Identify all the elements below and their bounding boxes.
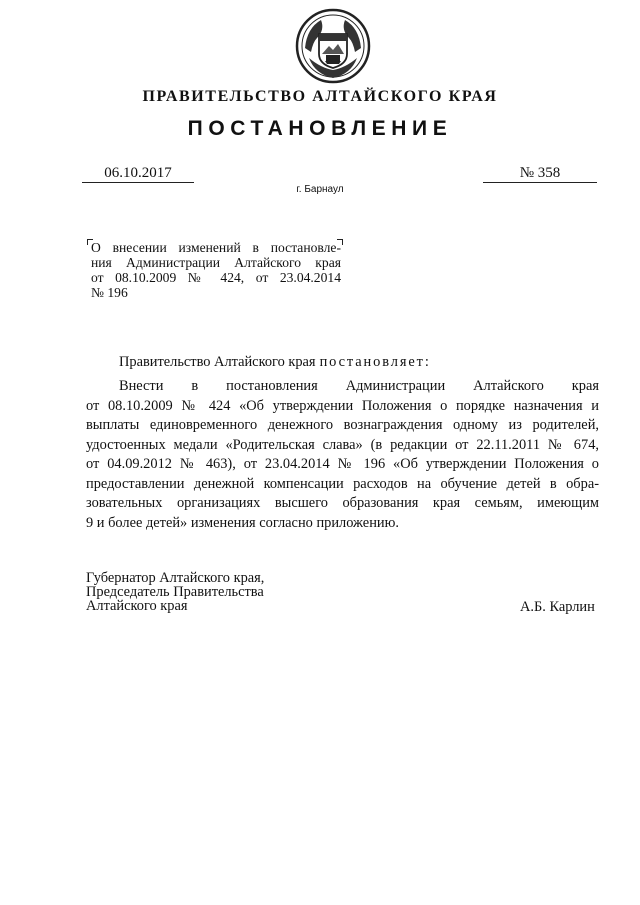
preamble-verb: постановляет: xyxy=(319,354,431,370)
body-line: от 08.10.2009 № 424 «Об утверждении Положения о порядке назначения и xyxy=(86,397,599,414)
body-paragraph xyxy=(86,377,599,533)
government-title: ПРАВИТЕЛЬСТВО АЛТАЙСКОГО КРАЯ xyxy=(142,88,498,105)
body-line: предоставлении денежной компенсации расходов на обучение детей в обра- xyxy=(86,475,599,492)
body-line: 9 и более детей» изменения согласно приложению. xyxy=(86,514,399,531)
signatory-name: А.Б. Карлин xyxy=(520,599,595,615)
document-city: г. Барнаул xyxy=(296,184,344,195)
subject-line: от 08.10.2009 № 424, от 23.04.2014 xyxy=(91,270,341,285)
body-line: зовательных организациях высшего образования края семьям, имеющим xyxy=(86,495,599,511)
document-subject xyxy=(91,240,341,300)
signatory-title xyxy=(86,571,264,613)
document-number: № 358 xyxy=(483,165,597,183)
signatory-title-line: Губернатор Алтайского края, xyxy=(86,570,265,586)
document-date: 06.10.2017 xyxy=(82,165,194,183)
signatory-title-line: Председатель Правительства xyxy=(86,584,264,600)
body-line: выплаты единовременного денежного вознаграждения одному из родителей, xyxy=(86,417,599,433)
signatory-title-line: Алтайского края xyxy=(86,598,188,614)
preamble-subject: Правительство Алтайского края xyxy=(119,354,316,370)
body-line: удостоенных медали «Родительская слава» (в редакции от 22.11.2011 № 674, xyxy=(86,436,599,453)
subject-line: ния Администрации Алтайского края xyxy=(91,255,341,270)
coat-of-arms-icon xyxy=(295,8,371,84)
document-type-heading: ПОСТАНОВЛЕНИЕ xyxy=(187,117,453,140)
body-line: Внести в постановления Администрации Алтайского края xyxy=(119,378,599,394)
preamble xyxy=(119,354,431,371)
subject-line: № 196 xyxy=(91,285,128,300)
subject-line: О внесении изменений в постановле- xyxy=(91,240,341,255)
body-line: от 04.09.2012 № 463), от 23.04.2014 № 196 «Об утверждении Положения о xyxy=(86,456,599,472)
